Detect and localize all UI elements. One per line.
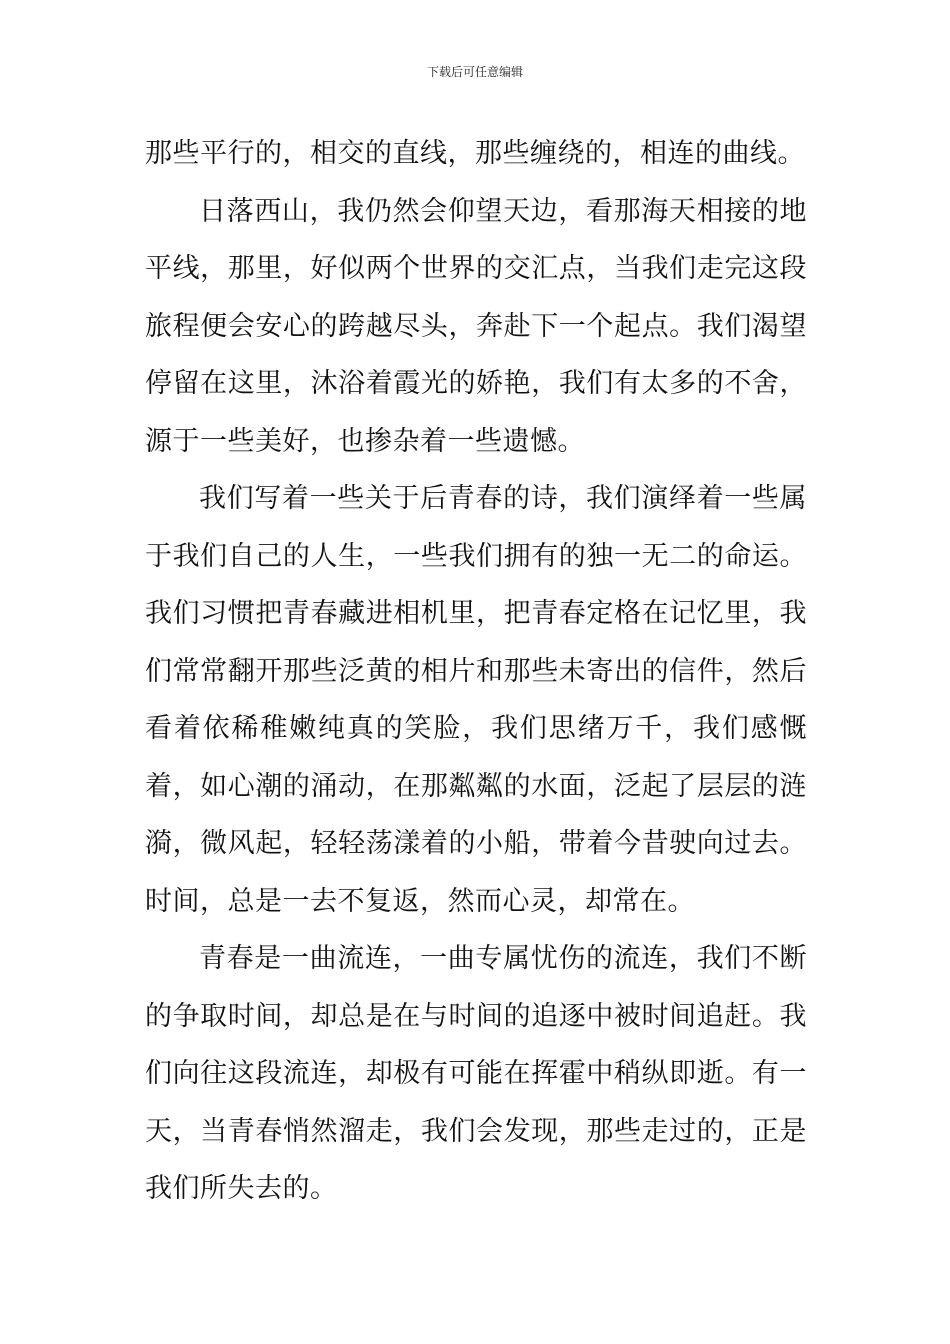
- paragraph: 我们写着一些关于后青春的诗，我们演绎着一些属于我们自己的人生，一些我们拥有的独一无二的命运。我们习惯把青春藏进相机里，把青春定格在记忆里，我们常常翻开那些泛黄的相片和那些未寄出的信件，然后看着依稀稚嫩纯真的笑脸，我们思绪万千，我们感慨着，如心潮的涌动，在那粼粼的水面，泛起了层层的涟漪，微风起，轻轻荡漾着的小船，带着今昔驶向过去。时间，总是一去不复返，然而心灵，却常在。: [145, 483, 807, 917]
- paragraph: 日落西山，我仍然会仰望天边，看那海天相接的地平线，那里，好似两个世界的交汇点，当我们走完这段旅程便会安心的跨越尽头，奔赴下一个起点。我们渴望停留在这里，沐浴着霞光的娇艳，我们有太多的不舍，源于一些美好，也掺杂着一些遗憾。: [145, 195, 807, 457]
- paragraph: 青春是一曲流连，一曲专属忧伤的流连，我们不断的争取时间，却总是在与时间的追逐中被时间追赶。我们向往这段流连，却极有可能在挥霍中稍纵即逝。有一天，当青春悄然溜走，我们会发现，那些走过的，正是我们所失去的。: [145, 943, 807, 1204]
- paragraph-continued: 那些平行的，相交的直线，那些缠绕的，相连的曲线。: [145, 138, 805, 169]
- page-header: 下载后可任意编辑: [426, 65, 523, 79]
- document-body: [145, 125, 807, 1218]
